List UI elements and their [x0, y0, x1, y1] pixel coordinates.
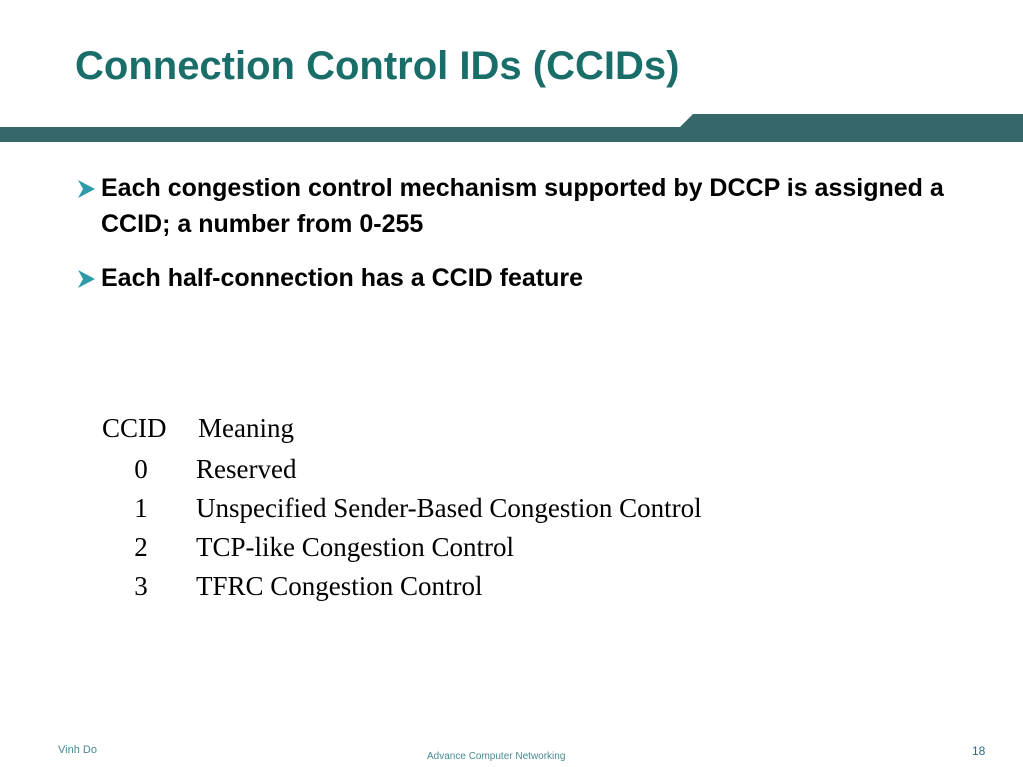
header-ccid: CCID: [102, 413, 167, 443]
footer-course: Advance Computer Networking: [427, 751, 566, 762]
ccid-value: 3: [134, 571, 148, 601]
header-meaning: Meaning: [198, 413, 294, 443]
ccid-meaning: TCP-like Congestion Control: [196, 532, 515, 562]
ccid-table: [102, 408, 702, 606]
slide-title: Connection Control IDs (CCIDs): [75, 44, 680, 88]
bullet-item: [75, 260, 975, 296]
table-header: [102, 408, 702, 450]
ccid-value: 0: [134, 454, 148, 484]
page-number: 18: [972, 744, 986, 758]
arrow-bullet-icon: [75, 179, 97, 199]
table-row: [102, 489, 702, 528]
ccid-meaning: TFRC Congestion Control: [196, 571, 483, 601]
title-divider-bar: [0, 114, 1023, 142]
ccid-meaning: Reserved: [196, 454, 297, 484]
table-row: [102, 528, 702, 567]
footer-author: Vinh Do: [58, 744, 97, 756]
ccid-value: 2: [134, 532, 148, 562]
table-row: [102, 450, 702, 489]
bullet-text: Each half-connection has a CCID feature: [101, 264, 584, 292]
bullet-item: [75, 170, 975, 242]
table-row: [102, 567, 702, 606]
ccid-meaning: Unspecified Sender-Based Congestion Control: [196, 493, 702, 523]
bullet-text: Each congestion control mechanism supported by DCCP is assigned a CCID; a number from 0-255: [101, 174, 944, 238]
bullet-list: [75, 170, 975, 314]
arrow-bullet-icon: [75, 269, 97, 289]
ccid-value: 1: [134, 493, 148, 523]
